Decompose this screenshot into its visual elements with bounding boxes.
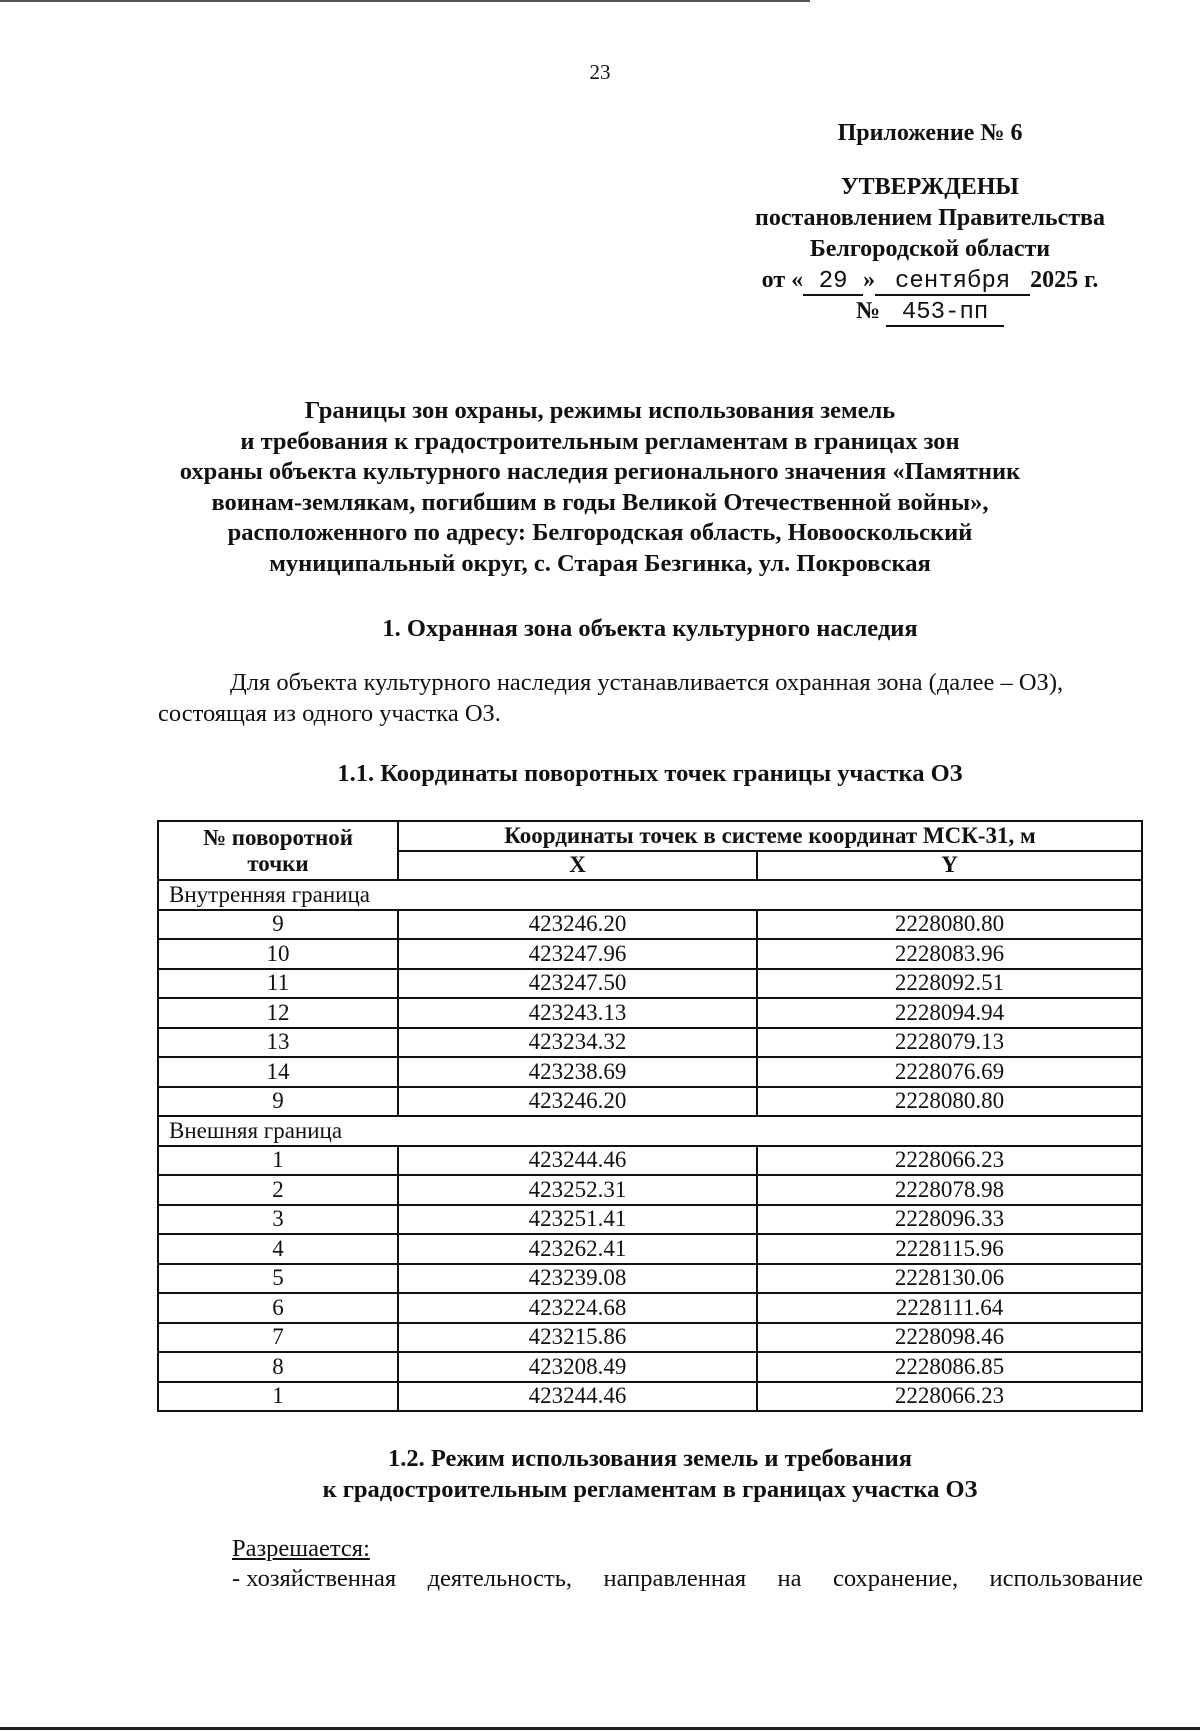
scan-edge-top: [0, 0, 810, 2]
cell-x: 423239.08: [398, 1264, 757, 1294]
cell-point: 3: [158, 1205, 398, 1235]
cell-y: 2228111.64: [757, 1293, 1142, 1323]
cell-y: 2228083.96: [757, 939, 1142, 969]
section-1-1-heading: 1.1. Координаты поворотных точек границы участка ОЗ: [337, 760, 963, 787]
cell-x: 423244.46: [398, 1146, 757, 1176]
cell-y: 2228080.80: [757, 1087, 1142, 1117]
cell-x: 423238.69: [398, 1057, 757, 1087]
date-prefix: от «: [761, 267, 804, 293]
cell-point: 8: [158, 1352, 398, 1382]
cell-y: 2228066.23: [757, 1382, 1142, 1412]
title-line: охраны объекта культурного наследия регионального значения «Памятник: [179, 458, 1021, 485]
scan-edge-bottom: [0, 1727, 1200, 1730]
cell-x: 423262.41: [398, 1234, 757, 1264]
title-line: воинам-землякам, погибшим в годы Великой Отечественной войны»,: [211, 488, 989, 516]
cell-y: 2228094.94: [757, 998, 1142, 1028]
date-mid: »: [863, 267, 876, 293]
word: использование: [989, 1565, 1143, 1592]
word: на: [777, 1565, 802, 1592]
section-1-2-heading: [0, 1443, 1200, 1505]
table-row: [158, 998, 1142, 1028]
cell-point: 9: [158, 910, 398, 940]
cell-point: 9: [158, 1087, 398, 1117]
table-row: [158, 1323, 1142, 1353]
cell-point: 11: [158, 969, 398, 999]
title-line: Границы зон охраны, режимы использования земель: [304, 397, 896, 424]
allowed-item: [232, 1565, 1143, 1593]
cell-x: 423251.41: [398, 1205, 757, 1235]
table-group-row: [158, 1116, 1142, 1146]
intro-line-2: состоящая из одного участка ОЗ.: [158, 700, 501, 727]
coordinates-table-body: [158, 880, 1142, 1411]
table-row: [158, 1057, 1142, 1087]
cell-y: 2228080.80: [757, 910, 1142, 940]
cell-point: 1: [158, 1146, 398, 1176]
cell-point: 1: [158, 1382, 398, 1412]
title-line: расположенного по адресу: Белгородская область, Новооскольский: [227, 519, 973, 546]
table-row: [158, 1087, 1142, 1117]
table-row: [158, 1028, 1142, 1058]
cell-x: 423252.31: [398, 1175, 757, 1205]
cell-y: 2228115.96: [757, 1234, 1142, 1264]
word: - хозяйственная: [232, 1565, 397, 1592]
cell-x: 423243.13: [398, 998, 757, 1028]
cell-x: 423247.96: [398, 939, 757, 969]
cell-x: 423246.20: [398, 1087, 757, 1117]
date-month: сентября: [875, 270, 1030, 296]
word: деятельность,: [427, 1565, 573, 1592]
cell-point: 12: [158, 998, 398, 1028]
approval-line-2: Белгородской области: [809, 236, 1051, 262]
cell-point: 5: [158, 1264, 398, 1294]
table-row: [158, 1205, 1142, 1235]
table-row: [158, 1264, 1142, 1294]
section-1-intro: [158, 667, 1143, 729]
cell-x: 423224.68: [398, 1293, 757, 1323]
cell-y: 2228130.06: [757, 1264, 1142, 1294]
header-coordinates: Координаты точек в системе координат МСК-31, м: [398, 821, 1142, 851]
table-row: [158, 1382, 1142, 1412]
cell-y: 2228078.98: [757, 1175, 1142, 1205]
cell-y: 2228096.33: [757, 1205, 1142, 1235]
approved-label: УТВЕРЖДЕНЫ: [841, 174, 1019, 200]
section-1-2-heading-line-2: к градостроительным регламентам в границах участка ОЗ: [322, 1476, 978, 1503]
word: сохранение,: [832, 1565, 959, 1592]
cell-point: 14: [158, 1057, 398, 1087]
table-row: [158, 910, 1142, 940]
table-row: [158, 1175, 1142, 1205]
word: направленная: [603, 1565, 747, 1592]
appendix-label: Приложение № 6: [837, 120, 1023, 146]
document-title: [140, 396, 1060, 579]
header-y: Y: [757, 851, 1142, 881]
table-row: [158, 1352, 1142, 1382]
cell-x: 423244.46: [398, 1382, 757, 1412]
cell-x: 423247.50: [398, 969, 757, 999]
cell-point: 7: [158, 1323, 398, 1353]
cell-y: 2228079.13: [757, 1028, 1142, 1058]
number-prefix: №: [855, 298, 881, 324]
cell-point: 6: [158, 1293, 398, 1323]
cell-point: 10: [158, 939, 398, 969]
number-value: 453-пп: [886, 301, 1004, 327]
cell-point: 2: [158, 1175, 398, 1205]
cell-y: 2228092.51: [757, 969, 1142, 999]
cell-x: 423208.49: [398, 1352, 757, 1382]
group-label: Внешняя граница: [158, 1116, 1142, 1146]
header-point: [158, 821, 398, 880]
section-1-2-heading-line-1: 1.2. Режим использования земель и требования: [388, 1445, 912, 1472]
date-day: 29: [803, 270, 863, 296]
section-1-heading: 1. Охранная зона объекта культурного наследия: [382, 615, 918, 642]
cell-y: 2228098.46: [757, 1323, 1142, 1353]
date-year: 2025 г.: [1030, 267, 1099, 293]
cell-point: 13: [158, 1028, 398, 1058]
table-row: [158, 969, 1142, 999]
table-row: [158, 1146, 1142, 1176]
table-group-row: [158, 880, 1142, 910]
header-x: X: [398, 851, 757, 881]
approval-number: [720, 296, 1140, 327]
header-point-line-1: № поворотной: [202, 824, 354, 850]
table-row: [158, 1293, 1142, 1323]
title-line: муниципальный округ, с. Старая Безгинка, ул. Покровская: [269, 549, 931, 577]
allowed-label: Разрешается:: [232, 1535, 370, 1562]
group-label: Внутренняя граница: [158, 880, 1142, 910]
cell-x: 423215.86: [398, 1323, 757, 1353]
approval-block: [720, 118, 1140, 327]
approval-date: [720, 265, 1140, 296]
page-number: 23: [589, 60, 611, 84]
coordinates-table: [157, 820, 1143, 1412]
table-row: [158, 939, 1142, 969]
cell-x: 423246.20: [398, 910, 757, 940]
intro-line-1: Для объекта культурного наследия устанавливается охранная зона (далее – ОЗ),: [230, 669, 1064, 696]
approval-line-1: постановлением Правительства: [754, 205, 1105, 231]
cell-x: 423234.32: [398, 1028, 757, 1058]
cell-point: 4: [158, 1234, 398, 1264]
cell-y: 2228086.85: [757, 1352, 1142, 1382]
cell-y: 2228066.23: [757, 1146, 1142, 1176]
table-row: [158, 1234, 1142, 1264]
title-line: и требования к градостроительным регламентам в границах зон: [240, 427, 960, 455]
cell-y: 2228076.69: [757, 1057, 1142, 1087]
header-point-line-2: точки: [247, 850, 309, 876]
